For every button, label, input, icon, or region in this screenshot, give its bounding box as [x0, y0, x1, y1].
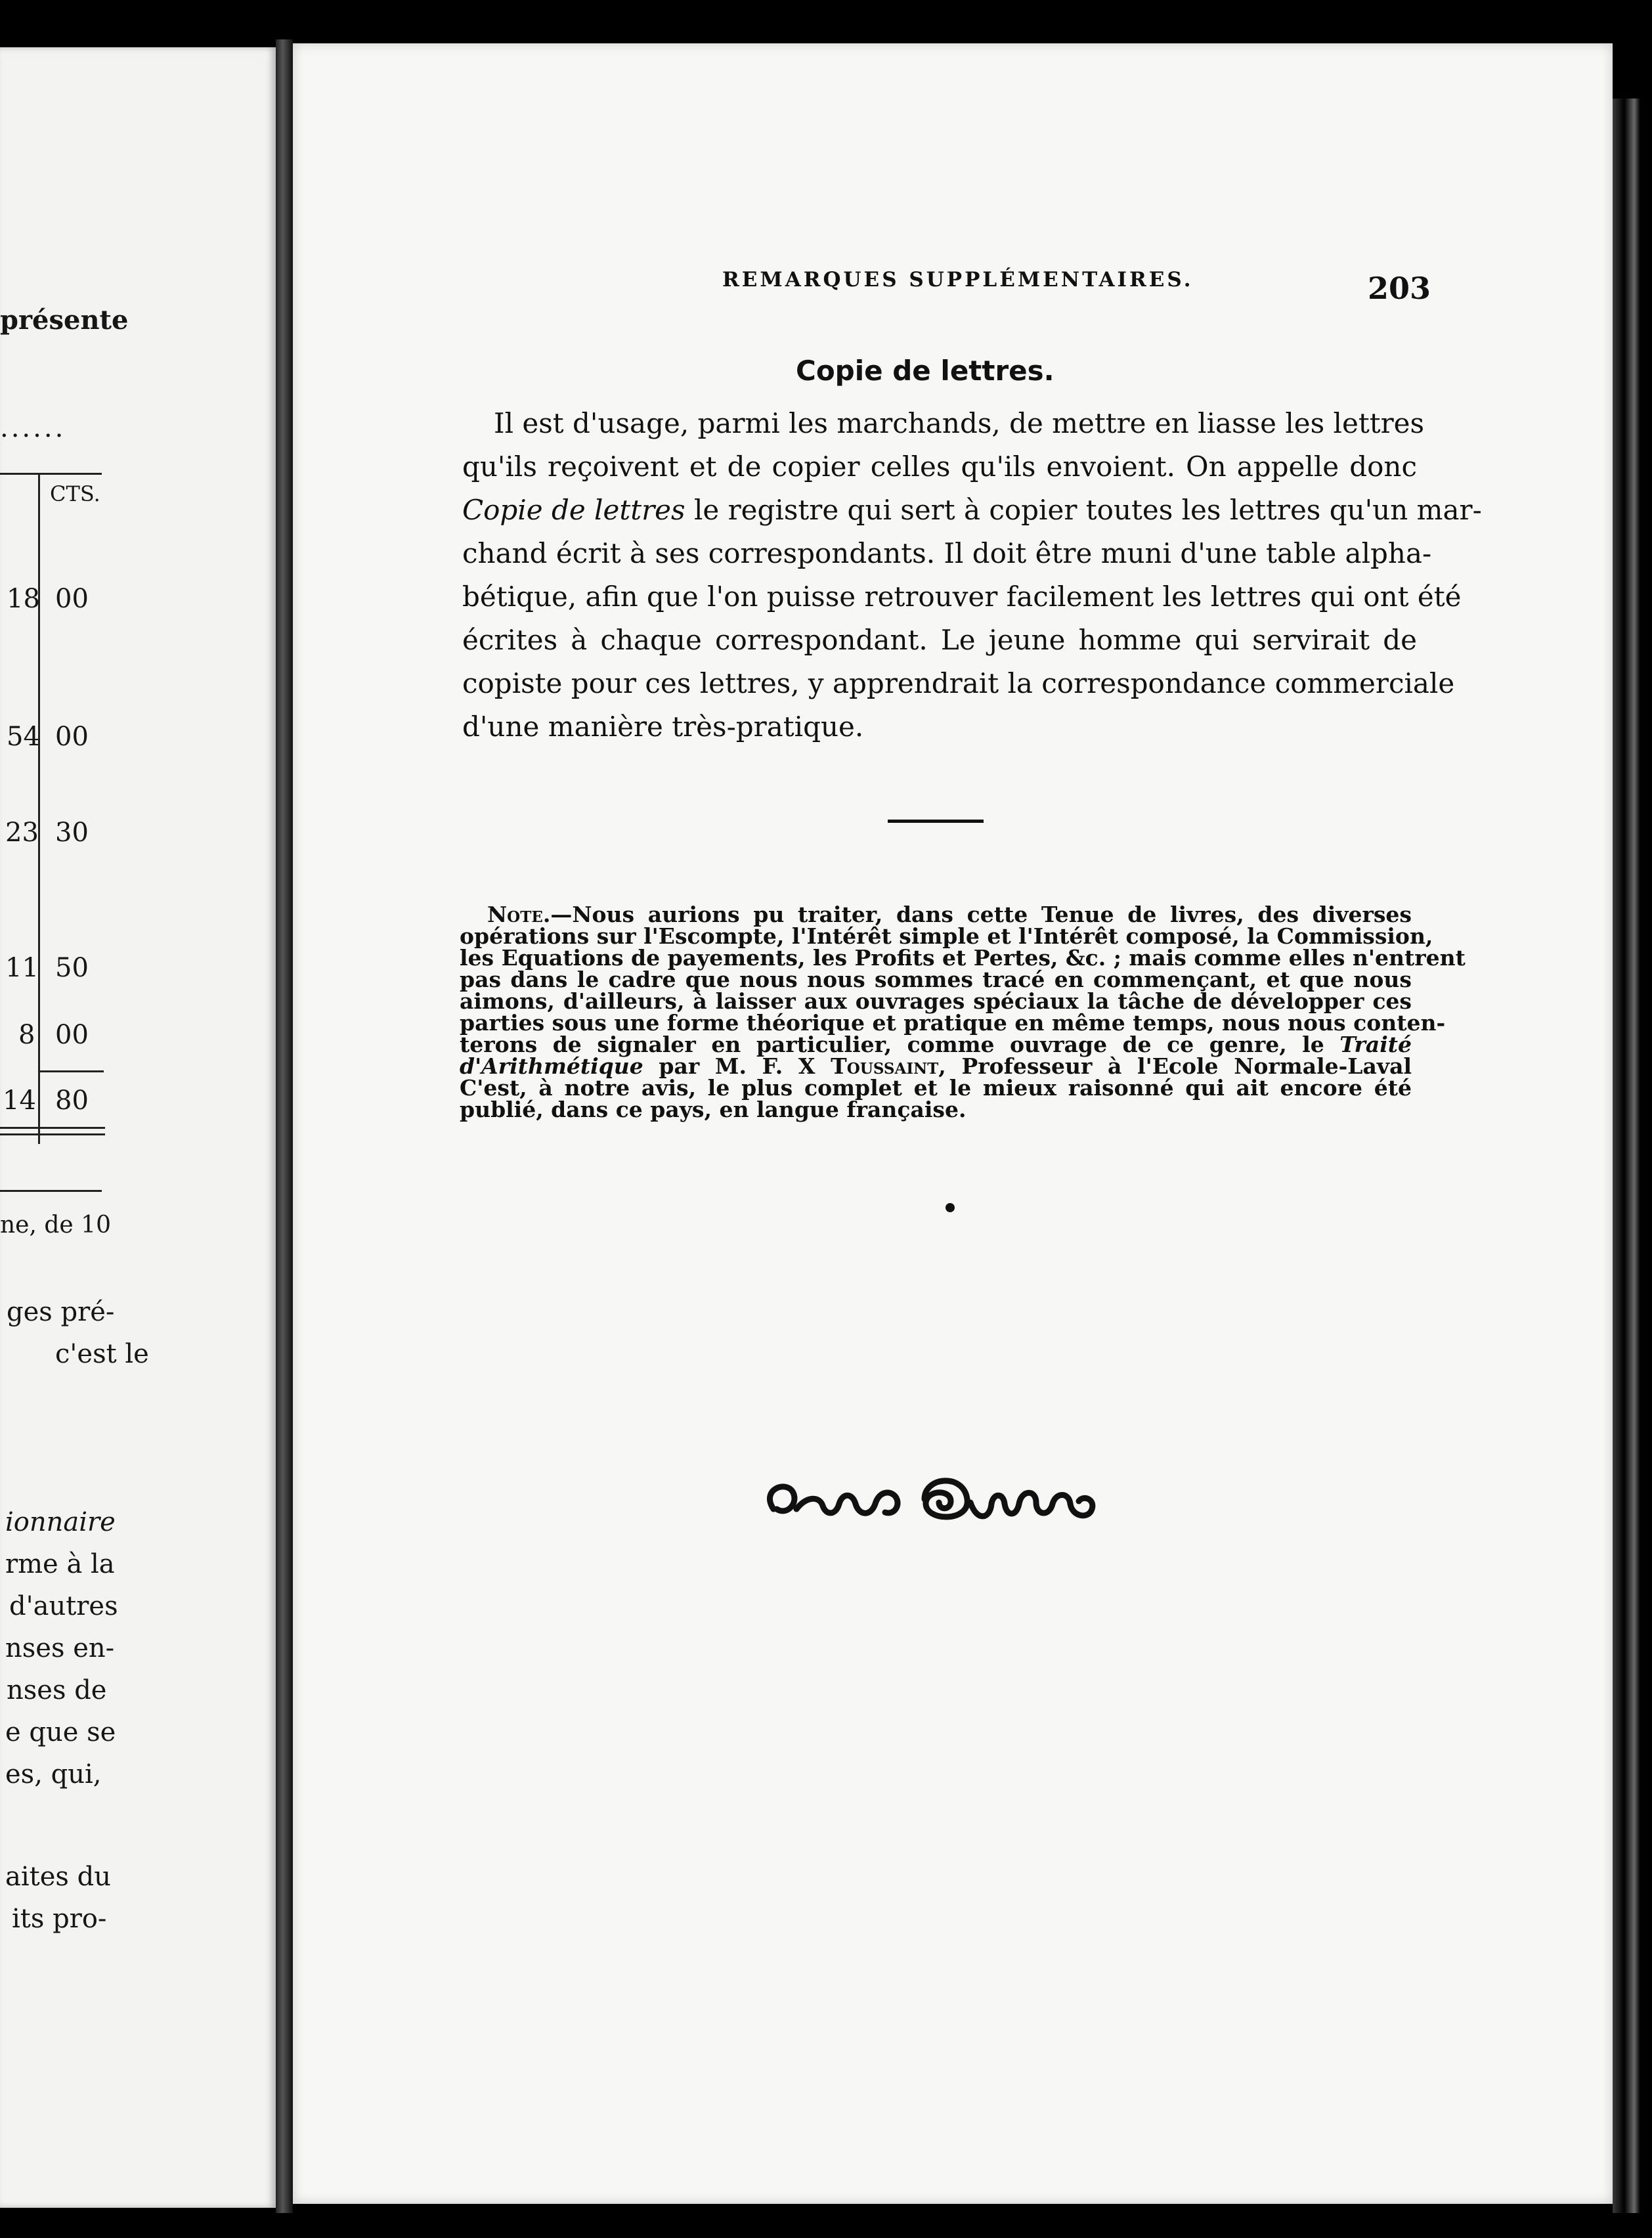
note-line: pas dans le cadre que nous nous sommes tracé en commençant, et que nous	[460, 967, 1412, 992]
section-rule	[0, 1190, 102, 1192]
table-cell: 00	[55, 584, 89, 614]
note-line-text: terons de signaler en particulier, comme ouvrage de ce genre, le	[460, 1032, 1324, 1057]
paragraph-line: écrites à chaque correspondant. Le jeune homme qui servirait de	[462, 624, 1417, 656]
table-column-rule	[38, 474, 40, 1144]
table-total: 14	[3, 1086, 36, 1116]
paragraph-line: d'une manière très-pratique.	[462, 711, 864, 743]
left-text: nses en-	[5, 1633, 115, 1663]
note-line-text: par M. F. X	[659, 1053, 815, 1079]
left-text: ges pré-	[7, 1297, 115, 1327]
table-cell: 8	[18, 1020, 35, 1050]
note-line: parties sous une forme théorique et pratique en même temps, nous nous conten-	[460, 1010, 1446, 1036]
note-label: Note.	[487, 902, 551, 927]
table-cell: 50	[55, 953, 89, 983]
left-text: its pro-	[12, 1904, 107, 1934]
author-name: Toussaint	[831, 1053, 939, 1079]
note-line	[460, 1034, 1412, 1055]
left-text: es, qui,	[5, 1759, 102, 1789]
left-text: d'autres	[9, 1591, 118, 1621]
table-cell: 11	[5, 953, 39, 983]
table-total-rule	[38, 1070, 104, 1072]
scan-top-edge	[0, 0, 1652, 43]
left-text: présente	[0, 305, 129, 336]
note-line: C'est, à notre avis, le plus complet et le mieux raisonné qui ait encore été	[460, 1075, 1412, 1101]
left-text: ionnaire	[5, 1507, 116, 1537]
table-double-rule	[0, 1127, 105, 1129]
table-total: 80	[55, 1086, 89, 1116]
left-text: rme à la	[5, 1549, 115, 1579]
note-line: les Equations de payements, les Profits et Pertes, &c. ; mais comme elles n'entrent	[460, 945, 1466, 971]
paragraph-line	[462, 489, 1482, 532]
left-text: nses de	[7, 1675, 107, 1705]
paragraph-line: bétique, afin que l'on puisse retrouver facilement les lettres qui ont été	[462, 581, 1462, 613]
page-edge-shadow	[1613, 99, 1652, 2213]
section-divider	[888, 820, 984, 823]
italic-title: d'Arithmétique	[460, 1053, 643, 1079]
paragraph-line: Il est d'usage, parmi les marchands, de mettre en liasse les lettres	[494, 407, 1425, 439]
table-cell: 18	[7, 584, 40, 614]
facing-page-left	[0, 47, 276, 2208]
italic-title: Traité	[1339, 1032, 1412, 1057]
table-double-rule	[0, 1133, 105, 1135]
table-cell: 00	[55, 1020, 89, 1050]
page-number: 203	[1368, 271, 1431, 306]
note-line-rest: —Nous aurions pu traiter, dans cette Tenue de livres, des diverses	[550, 902, 1412, 927]
paragraph-line: qu'ils reçoivent et de copier celles qu'ils envoient. On appelle donc	[462, 450, 1417, 483]
ornament-dot	[946, 1203, 955, 1212]
left-text: c'est le	[55, 1339, 149, 1369]
table-cell: 23	[5, 818, 39, 848]
table-rule	[0, 473, 102, 475]
left-text: e que se	[5, 1717, 116, 1747]
book-gutter	[276, 39, 293, 2213]
section-title: Copie de lettres.	[796, 355, 1054, 387]
table-header: CTS.	[50, 481, 100, 506]
paragraph-line: copiste pour ces lettres, y apprendrait la correspondance commerciale	[462, 667, 1455, 699]
left-text: aites du	[5, 1862, 111, 1892]
note-line-text: , Professeur à l'Ecole Normale-Laval	[938, 1053, 1412, 1079]
left-text: ......	[0, 413, 66, 443]
paragraph-line: chand écrit à ses correspondants. Il doit être muni d'une table alpha-	[462, 537, 1432, 569]
table-cell: 00	[55, 722, 89, 752]
note-line: publié, dans ce pays, en langue française.	[460, 1097, 967, 1122]
note-line: aimons, d'ailleurs, à laisser aux ouvrages spéciaux la tâche de développer ces	[460, 988, 1412, 1014]
note-line: opérations sur l'Escompte, l'Intérêt simple et l'Intérêt composé, la Commission,	[460, 923, 1433, 949]
footnote	[460, 902, 1466, 1122]
table-cell: 30	[55, 818, 89, 848]
running-head: REMARQUES SUPPLÉMENTAIRES.	[722, 268, 1194, 292]
note-line	[460, 904, 1412, 925]
paragraph	[462, 402, 1482, 749]
note-line	[460, 1055, 1412, 1077]
paragraph-line-rest: le registre qui sert à copier toutes les lettres qu'un mar-	[693, 494, 1482, 526]
tailpiece-ornament-icon	[747, 1463, 1115, 1535]
italic-term: Copie de lettres	[462, 494, 685, 526]
left-text: ne, de 10	[0, 1212, 111, 1239]
table-cell: 54	[7, 722, 40, 752]
